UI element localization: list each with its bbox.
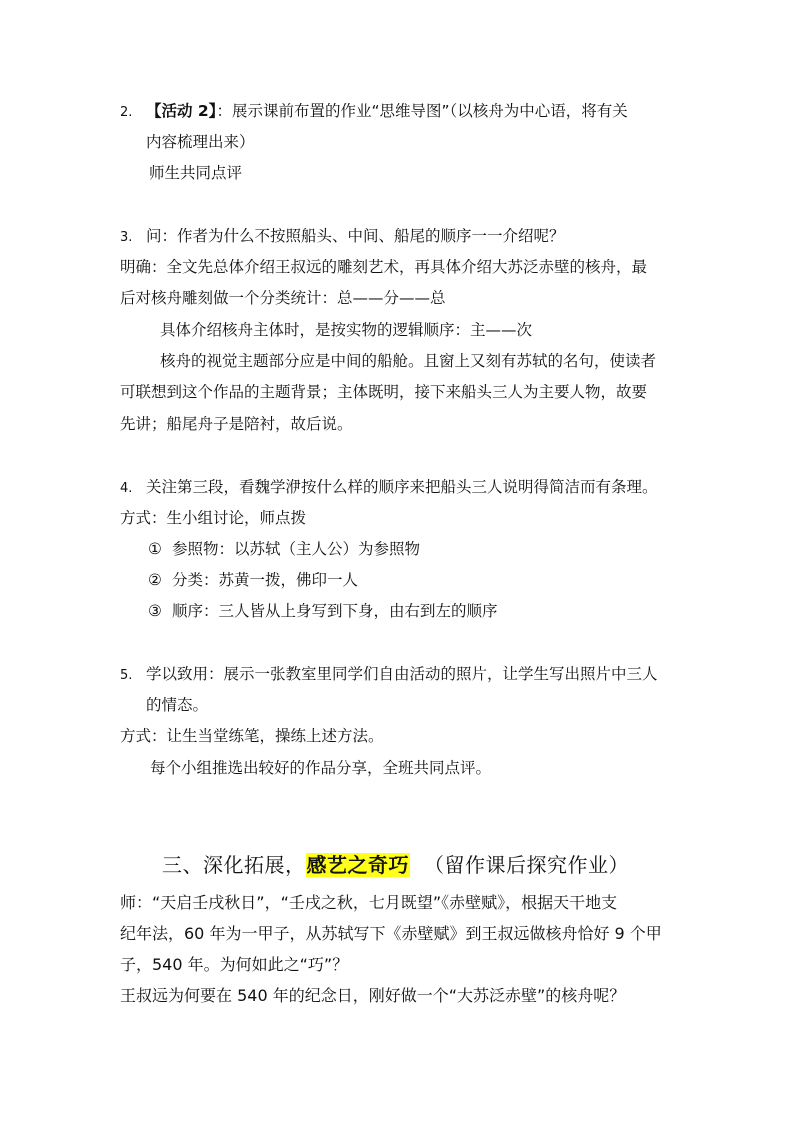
item2-line1 — [120, 101, 628, 123]
point-text: 参照物：以苏轼（主人公）为参照物 — [172, 540, 421, 558]
item5-method: 方式：让生当堂练笔，操练上述方法。 — [120, 727, 384, 745]
circled-number-1: ① — [148, 540, 162, 558]
item2-line3: 师生共同点评 — [149, 164, 243, 182]
item3-answer-line2: 后对核舟雕刻做一个分类统计：总——分——总 — [120, 289, 446, 307]
section-heading — [162, 851, 629, 879]
item4-point-3 — [148, 601, 498, 621]
item3-answer-line1: 明确：全文先总体介绍王叔远的雕刻艺术，再具体介绍大苏泛赤壁的核舟，最 — [120, 258, 648, 276]
item3-answer-line3: 具体介绍核舟主体时，是按实物的逻辑顺序：主——次 — [160, 321, 533, 339]
point-text: 分类：苏黄一拨，佛印一人 — [172, 571, 359, 589]
section3-para-line2: 纪年法，60 年为一甲子，从苏轼写下《赤壁赋》到王叔远做核舟恰好 9 个甲 — [120, 924, 662, 943]
section3-para-line3: 子，540 年。为何如此之“巧”？ — [120, 955, 349, 974]
section3-para-line4: 王叔远为何要在 540 年的纪念日，刚好做一个“大苏泛赤壁”的核舟呢？ — [120, 986, 626, 1005]
item3-answer-line5: 可联想到这个作品的主题背景；主体既明，接下来船头三人为主要人物，故要 — [120, 383, 648, 401]
circled-number-3: ③ — [148, 602, 162, 620]
item3-question — [120, 226, 565, 248]
item4-method: 方式：生小组讨论，师点拨 — [120, 509, 307, 527]
item4-number: 4. — [120, 481, 133, 496]
item5-line1 — [120, 664, 658, 686]
item3-number: 3. — [120, 230, 133, 245]
item5-line2: 的情态。 — [146, 696, 209, 714]
point-text: 顺序：三人皆从上身写到下身，由右到左的顺序 — [172, 602, 498, 620]
item3-answer-line4: 核舟的视觉主题部分应是中间的船舱。且窗上又刻有苏轼的名句，使读者 — [160, 352, 657, 370]
heading-highlight: 感艺之奇巧 — [306, 853, 409, 877]
section3-para-line1: 师：“天启壬戌秋日”，“壬戌之秋，七月既望”《赤壁赋》，根据天干地支 — [120, 893, 618, 912]
activity-label: 【活动 2】 — [146, 102, 217, 120]
item5-line3: 每个小组推选出较好的作品分享，全班共同点评。 — [150, 759, 492, 777]
item3-question-text: 问：作者为什么不按照船头、中间、船尾的顺序一一介绍呢？ — [146, 227, 565, 245]
item5-text: 学以致用：展示一张教室里同学们自由活动的照片，让学生写出照片中三人 — [146, 665, 658, 683]
circled-number-2: ② — [148, 571, 162, 589]
item4-point-2 — [148, 570, 358, 590]
item3-answer-line6: 先讲；船尾舟子是陪衬，故后说。 — [120, 415, 353, 433]
item4-point-1 — [148, 539, 420, 559]
item4-text: 关注第三段，看魏学洢按什么样的顺序来把船头三人说明得简洁而有条理。 — [146, 478, 658, 496]
item2-line2: 内容梳理出来） — [146, 133, 255, 151]
item4-line1 — [120, 477, 658, 499]
item5-number: 5. — [120, 668, 133, 683]
heading-note: （留作课后探究作业） — [424, 853, 629, 877]
item2-number: 2. — [120, 105, 133, 120]
heading-prefix: 三、深化拓展， — [162, 853, 306, 877]
item2-text: ：展示课前布置的作业“思维导图”（以核舟为中心语，将有关 — [216, 102, 628, 120]
